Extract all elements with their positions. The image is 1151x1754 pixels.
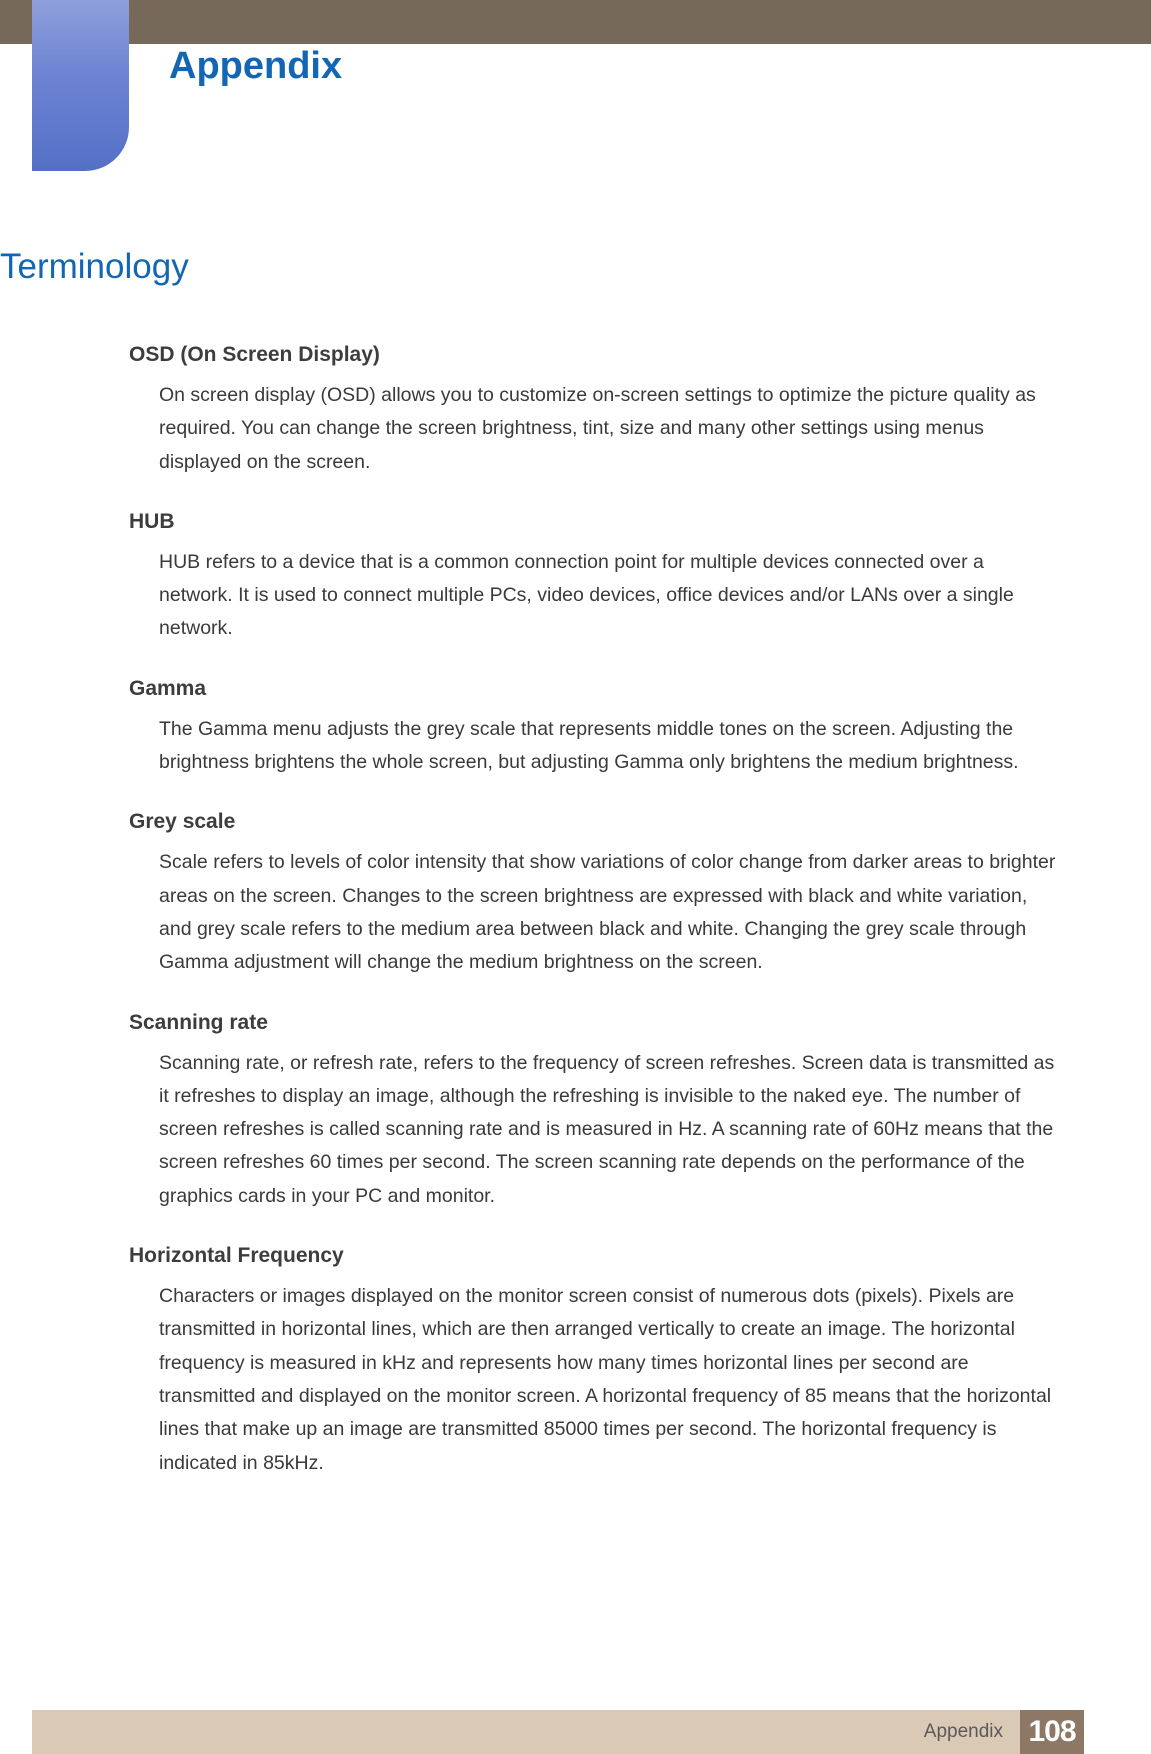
term-heading: Grey scale [129, 810, 236, 834]
term-description: The Gamma menu adjusts the grey scale that represents middle tones on the screen. Adjusting the brightness brightens the whole screen, but adjusting Gamma only brightens the medium brightness. [159, 717, 1019, 774]
term-description: Scanning rate, or refresh rate, refers to the frequency of screen refreshes. Screen data is transmitted as it refreshes to display an image, although the refreshing is invisible to the naked eye. The number of screen refreshes is called scanning rate and is measured in Hz. A scanning rate of 60Hz means that the screen refreshes 60 times per second. The screen scanning rate depends on the performance of the graphics cards in your PC and monitor. [159, 1051, 1055, 1207]
section-title: Terminology [0, 247, 189, 286]
term-hub [129, 506, 1059, 646]
term-description: Characters or images displayed on the monitor screen consist of numerous dots (pixels). Pixels are transmitted in horizontal lines, which are then arranged vertically to create an image. The horizontal frequency is measured in kHz and represents how many times horizontal lines per second are transmitted and displayed on the monitor screen. A horizontal frequency of 85 means that the horizontal lines that make up an image are transmitted 85000 times per second. The horizontal frequency is indicated in 85kHz. [159, 1285, 1052, 1474]
term-description: HUB refers to a device that is a common connection point for multiple devices connected over a network. It is used to connect multiple PCs, video devices, office devices and/or LANs over a single network. [159, 550, 1014, 640]
term-horizontal-frequency [129, 1240, 1059, 1480]
page-number-badge: 108 [1020, 1710, 1084, 1754]
term-heading: Gamma [129, 676, 207, 700]
term-description: On screen display (OSD) allows you to customize on-screen settings to optimize the picture quality as required. You can change the screen brightness, tint, size and many other settings using menus displayed on the screen. [159, 384, 1036, 473]
term-heading: Scanning rate [129, 1010, 268, 1034]
term-scanning-rate [129, 1007, 1059, 1213]
term-gamma [129, 673, 1059, 780]
term-description: Scale refers to levels of color intensity that show variations of color change from darker areas to brighter areas on the screen. Changes to the screen brightness are expressed with black and white variation, and grey scale refers to the medium area between black and white. Changing the grey scale through Gamma adjustment will change the medium brightness on the screen. [159, 851, 1056, 974]
term-heading: HUB [129, 509, 175, 533]
footer-bar [32, 1710, 1079, 1754]
term-heading: OSD (On Screen Display) [129, 343, 380, 366]
chapter-tab [32, 0, 129, 171]
term-grey-scale [129, 806, 1059, 979]
footer-chapter-label: Appendix [923, 1721, 1003, 1742]
header-bar [0, 0, 1151, 44]
terminology-list [129, 339, 1059, 1507]
chapter-title: Appendix [169, 45, 343, 87]
term-heading: Horizontal Frequency [129, 1244, 344, 1268]
term-osd [129, 339, 1059, 479]
